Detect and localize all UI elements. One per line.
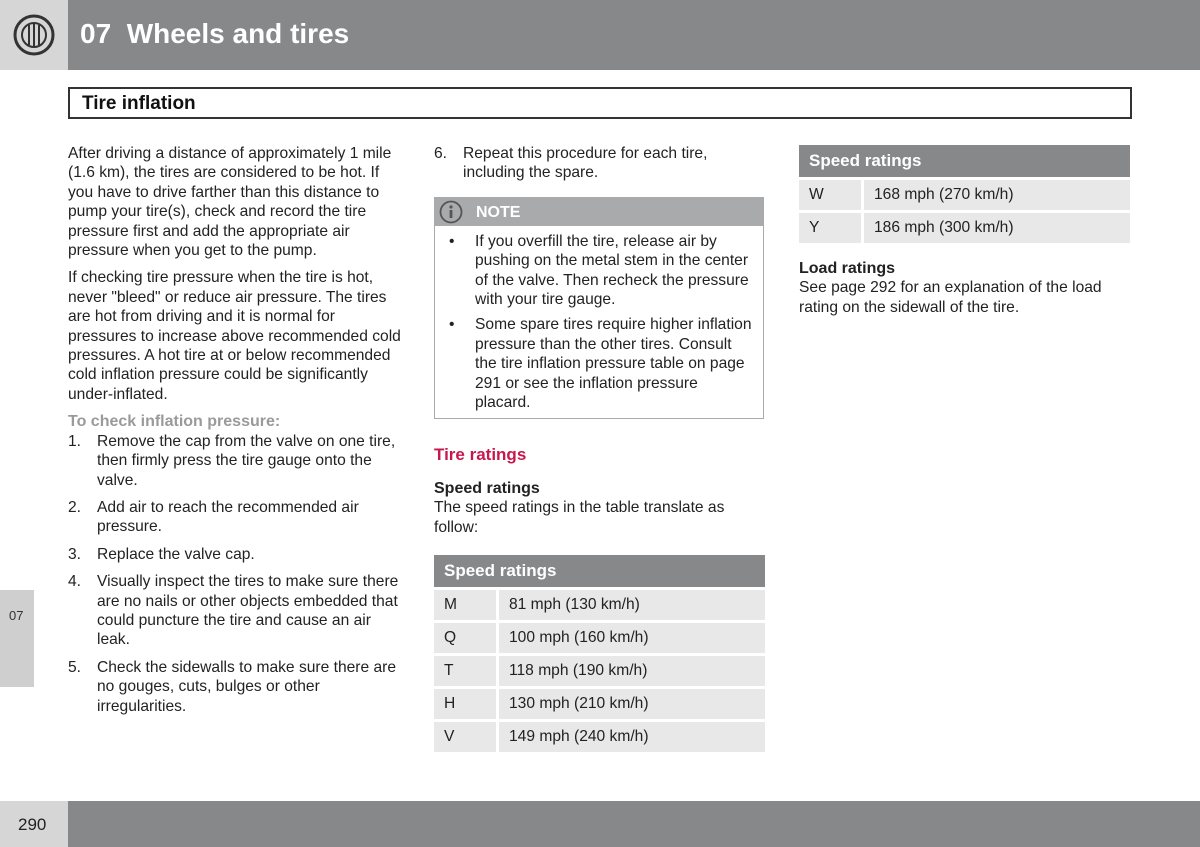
speed-ratings-intro: The speed ratings in the table translate as follow: bbox=[434, 499, 725, 536]
inflation-steps-list bbox=[68, 432, 403, 716]
speed-ratings-table-continued bbox=[799, 145, 1130, 243]
note-list bbox=[435, 232, 763, 413]
paragraph-hot-tires: After driving a distance of approximately 1 mile (1.6 km), the tires are considered to be hot. If you have to drive farther than this distance to pump your tire(s), check and record the tire pressure first and add the appropriate air pressure when you get to the pump. bbox=[68, 145, 392, 260]
section-title-box bbox=[68, 87, 1132, 119]
section-title: Tire inflation bbox=[82, 93, 196, 114]
info-icon bbox=[439, 200, 463, 224]
column-3 bbox=[799, 144, 1130, 317]
tire-ratings-heading: Tire ratings bbox=[434, 445, 527, 465]
list-item: 6. Repeat this procedure for each tire, including the spare. bbox=[434, 145, 708, 182]
note-label: NOTE bbox=[476, 203, 521, 221]
table-row: Q 100 mph (160 km/h) bbox=[434, 620, 765, 653]
table-row: Y 186 mph (300 km/h) bbox=[799, 210, 1130, 243]
list-item: • If you overfill the tire, release air by pushing on the metal stem in the center of the valve. Then recheck the pressure with your tire gauge. bbox=[449, 232, 749, 309]
inflation-steps-continued bbox=[434, 144, 765, 183]
table-header: Speed ratings bbox=[434, 555, 765, 587]
column-2 bbox=[434, 144, 765, 752]
list-item: 3. Replace the valve cap. bbox=[68, 545, 255, 563]
footer-bar bbox=[68, 801, 1200, 847]
speed-ratings-heading: Speed ratings bbox=[434, 479, 540, 497]
chapter-title: 07 Wheels and tires bbox=[80, 18, 350, 49]
tire-icon bbox=[13, 14, 55, 56]
list-item: • Some spare tires require higher inflation pressure than the other tires. Consult the tire inflation pressure table on page 291 or see the inflation pressure placard. bbox=[449, 316, 752, 412]
table-row: H 130 mph (210 km/h) bbox=[434, 686, 765, 719]
table-row: V 149 mph (240 km/h) bbox=[434, 719, 765, 752]
list-item: 2. Add air to reach the recommended air pressure. bbox=[68, 498, 359, 536]
subhead-check-inflation: To check inflation pressure: bbox=[68, 413, 281, 431]
chapter-tab-label: 07 bbox=[9, 608, 24, 623]
chapter-side-tab bbox=[0, 590, 34, 687]
speed-ratings-table bbox=[434, 555, 765, 752]
list-item: 5. Check the sidewalls to make sure there are no gouges, cuts, bulges or other irregularities. bbox=[68, 658, 397, 715]
table-row: T 118 mph (190 km/h) bbox=[434, 653, 765, 686]
load-ratings-heading: Load ratings bbox=[799, 260, 896, 277]
list-item: 4. Visually inspect the tires to make sure there are no nails or other objects embedded that could puncture the tire and cause an air leak. bbox=[68, 573, 399, 649]
page-number: 290 bbox=[18, 815, 47, 834]
list-item: 1. Remove the cap from the valve on one tire, then firmly press the tire gauge onto the valve. bbox=[68, 432, 396, 489]
load-ratings-text: See page 292 for an explanation of the load rating on the sidewall of the tire. bbox=[799, 279, 1102, 316]
paragraph-hot-pressure: If checking tire pressure when the tire is hot, never "bleed" or reduce air pressure. The tires are hot from driving and it is normal for pressures to increase above recommended cold pressures. A hot tire at or below recommended cold inflation pressure could be significantly under-inflated. bbox=[68, 269, 401, 403]
table-row: W 168 mph (270 km/h) bbox=[799, 177, 1130, 210]
column-1 bbox=[68, 144, 403, 724]
header-icon-box bbox=[0, 0, 68, 70]
table-row: M 81 mph (130 km/h) bbox=[434, 587, 765, 620]
note-header bbox=[435, 198, 763, 226]
table-header: Speed ratings bbox=[799, 145, 1130, 177]
note-box bbox=[434, 197, 764, 420]
